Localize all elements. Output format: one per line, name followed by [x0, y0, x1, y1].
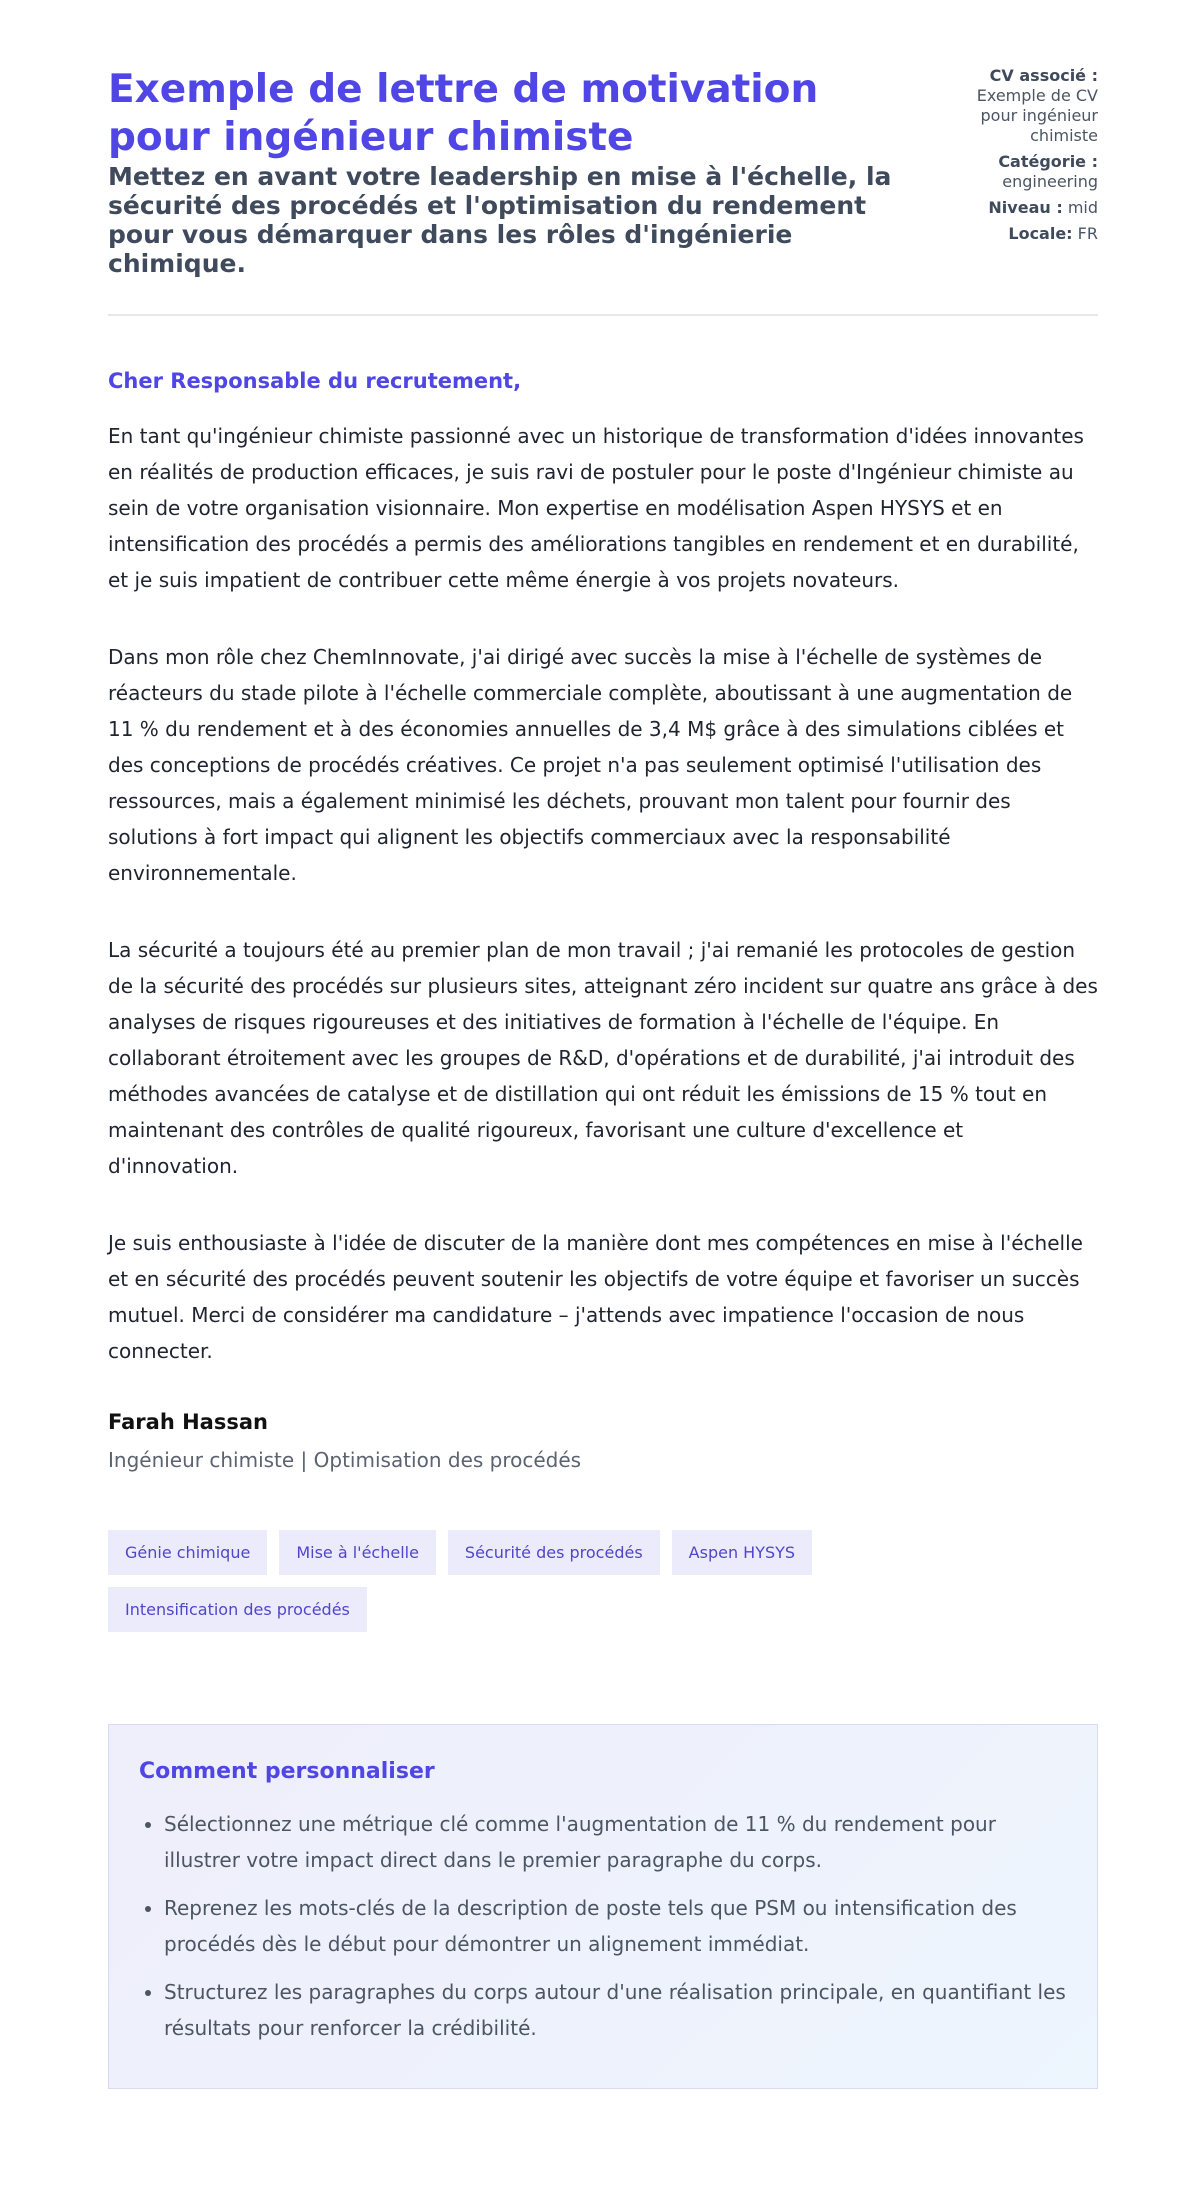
page-subtitle: Mettez en avant votre leadership en mise à l'échelle, la sécurité des procédés et l'optimisation du rendement pour vous démarquer dans les rôles d'ingénierie chimique.: [108, 162, 892, 278]
cover-letter-page: [108, 66, 1098, 2089]
meta-panel: [948, 66, 1098, 250]
page-header: [108, 66, 1098, 316]
tag-list: [108, 1530, 908, 1632]
meta-category-value: engineering: [1002, 172, 1098, 191]
meta-category: [948, 152, 1098, 192]
title-block: [108, 66, 908, 278]
tip-item: • Sélectionnez une métrique clé comme l'augmentation de 11 % du rendement pour illustrer votre impact direct dans le premier paragraphe du corps.: [164, 1806, 1067, 1878]
page-title: Exemple de lettre de motivation pour ingénieur chimiste: [108, 67, 819, 160]
customization-tips-box: [108, 1724, 1098, 2089]
meta-locale-value: FR: [1077, 224, 1098, 243]
letter-greeting: Cher Responsable du recrutement,: [108, 369, 522, 393]
meta-locale: [948, 224, 1098, 244]
tag[interactable]: Aspen HYSYS: [672, 1530, 812, 1575]
tag[interactable]: Mise à l'échelle: [279, 1530, 436, 1575]
letter-paragraph: En tant qu'ingénieur chimiste passionné avec un historique de transformation d'idées innovantes en réalités de production efficaces, je suis ravi de postuler pour le poste d'Ingénieur chimiste au sein de votre organisation visionnaire. Mon expertise en modélisation Aspen HYSYS et en intensification des procédés a permis des améliorations tangibles en rendement et en durabilité, et je suis impatient de contribuer cette même énergie à vos projets novateurs.: [108, 424, 1084, 592]
tip-item: • Reprenez les mots-clés de la description de poste tels que PSM ou intensification des procédés dès le début pour démontrer un alignement immédiat.: [164, 1890, 1067, 1962]
tips-list: [139, 1806, 1067, 2046]
letter-paragraph: Je suis enthousiaste à l'idée de discuter de la manière dont mes compétences en mise à l'échelle et en sécurité des procédés peuvent soutenir les objectifs de votre équipe et favoriser un succès mutuel. Merci de considérer ma candidature – j'attends avec impatience l'occasion de nous connecter.: [108, 1231, 1083, 1363]
letter-paragraph: La sécurité a toujours été au premier plan de mon travail ; j'ai remanié les protocoles de gestion de la sécurité des procédés sur plusieurs sites, atteignant zéro incident sur quatre ans grâce à des analyses de risques rigoureuses et des initiatives de formation à l'échelle de l'équipe. En collaborant étroitement avec les groupes de R&D, d'opérations et de durabilité, j'ai introduit des méthodes avancées de catalyse et de distillation qui ont réduit les émissions de 15 % tout en maintenant des contrôles de qualité rigoureux, favorisant une culture d'excellence et d'innovation.: [108, 938, 1098, 1178]
tip-item: • Structurez les paragraphes du corps autour d'une réalisation principale, en quantifiant les résultats pour renforcer la crédibilité.: [164, 1974, 1067, 2046]
meta-cv-value: Exemple de CV pour ingénieur chimiste: [976, 86, 1098, 145]
signature-role: Ingénieur chimiste | Optimisation des procédés: [108, 1448, 582, 1472]
meta-level-value: mid: [1067, 198, 1098, 217]
tag[interactable]: Sécurité des procédés: [448, 1530, 660, 1575]
meta-cv-label: CV associé :: [989, 66, 1098, 85]
meta-locale-label: Locale:: [1008, 224, 1073, 243]
meta-level-label: Niveau :: [988, 198, 1063, 217]
meta-level: [948, 198, 1098, 218]
tag[interactable]: Intensification des procédés: [108, 1587, 367, 1632]
signature-name: Farah Hassan: [108, 1410, 268, 1434]
meta-category-label: Catégorie :: [998, 152, 1098, 171]
tag[interactable]: Génie chimique: [108, 1530, 267, 1575]
meta-cv: [948, 66, 1098, 146]
letter-paragraph: Dans mon rôle chez ChemInnovate, j'ai dirigé avec succès la mise à l'échelle de systèmes de réacteurs du stade pilote à l'échelle commerciale complète, aboutissant à une augmentation de 11 % du rendement et à des économies annuelles de 3,4 M$ grâce à des simulations ciblées et des conceptions de procédés créatives. Ce projet n'a pas seulement optimisé l'utilisation des ressources, mais a également minimisé les déchets, prouvant mon talent pour fournir des solutions à fort impact qui alignent les objectifs commerciaux avec la responsabilité environnementale.: [108, 645, 1073, 885]
tips-title: Comment personnaliser: [139, 1759, 435, 1784]
